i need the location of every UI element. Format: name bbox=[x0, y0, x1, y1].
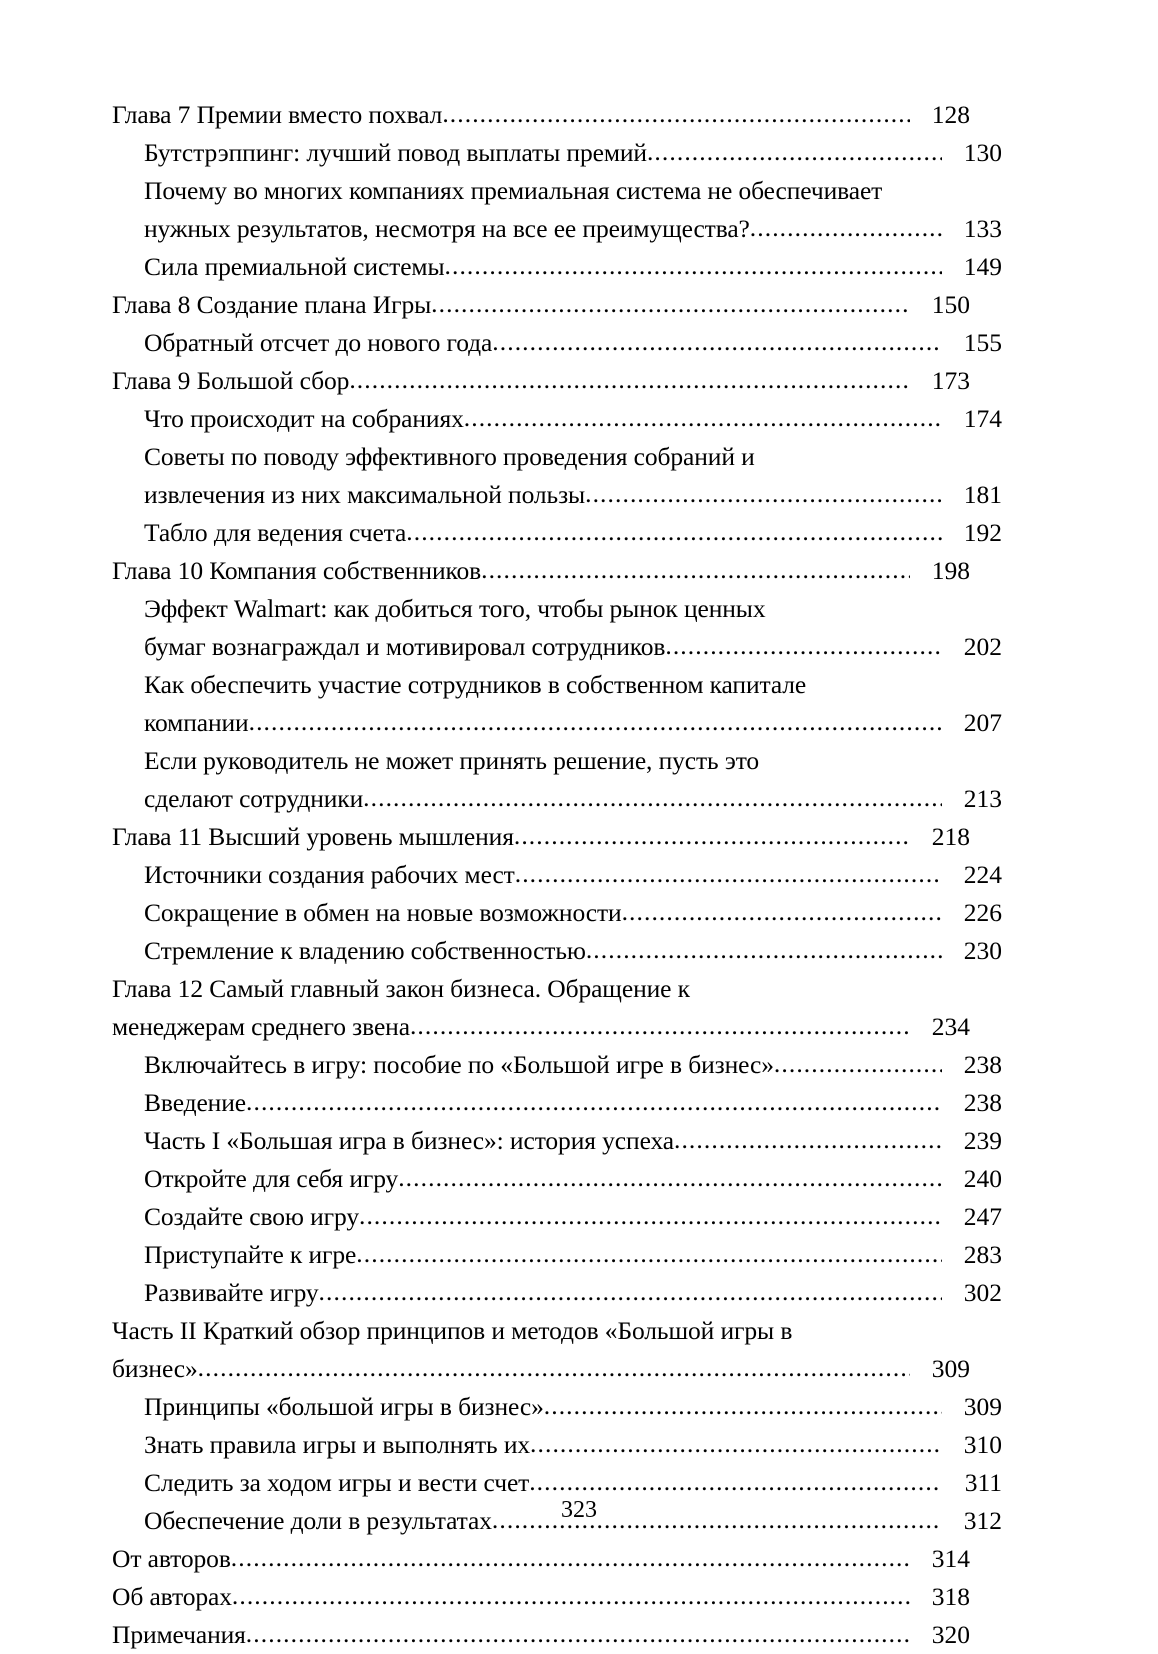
toc-entry-page-number: 309 bbox=[963, 1392, 1002, 1421]
toc-entry[interactable] bbox=[112, 970, 970, 1008]
toc-entry[interactable] bbox=[112, 134, 1002, 172]
toc-entry-label: Откройте для себя игру bbox=[144, 1164, 399, 1193]
toc-entry[interactable] bbox=[112, 590, 1002, 628]
toc-leader-dots bbox=[231, 1539, 910, 1577]
toc-entry-label: Обратный отсчет до нового года bbox=[144, 328, 493, 357]
toc-leader-dots bbox=[442, 95, 910, 133]
toc-entry-page-number: 181 bbox=[963, 480, 1002, 509]
toc-leader-dots bbox=[406, 513, 942, 551]
toc-entry[interactable] bbox=[112, 552, 970, 590]
toc-leader-dots bbox=[674, 1121, 942, 1159]
toc-leader-dots bbox=[481, 551, 910, 589]
toc-entry[interactable] bbox=[112, 932, 1002, 970]
toc-entry-label: бизнес» bbox=[112, 1354, 198, 1383]
toc-entry[interactable] bbox=[112, 324, 1002, 362]
toc-entry[interactable] bbox=[112, 1540, 970, 1578]
toc-entry[interactable] bbox=[112, 1426, 1002, 1464]
toc-entry-page-number: 238 bbox=[963, 1050, 1002, 1079]
toc-entry-label: Глава 8 Создание плана Игры bbox=[112, 290, 432, 319]
toc-entry[interactable] bbox=[112, 1160, 1002, 1198]
toc-entry[interactable] bbox=[112, 894, 1002, 932]
toc-entry-label: Принципы «большой игры в бизнес» bbox=[144, 1392, 544, 1421]
toc-entry-label: менеджерам среднего звена bbox=[112, 1012, 410, 1041]
toc-entry-page-number: 311 bbox=[964, 1468, 1002, 1497]
toc-entry[interactable] bbox=[112, 400, 1002, 438]
toc-entry-page-number: 310 bbox=[963, 1430, 1002, 1459]
toc-leader-dots bbox=[622, 893, 942, 931]
toc-entry-label: Как обеспечить участие сотрудников в собственном капитале bbox=[144, 670, 807, 699]
toc-leader-dots bbox=[198, 1349, 910, 1387]
toc-entry[interactable] bbox=[112, 362, 970, 400]
toc-entry-page-number: 226 bbox=[963, 898, 1002, 927]
page-folio: 323 bbox=[561, 1497, 597, 1523]
toc-entry-label: Часть II Краткий обзор принципов и методов «Большой игры в bbox=[112, 1316, 793, 1345]
toc-entry-label: Глава 9 Большой сбор bbox=[112, 366, 350, 395]
toc-entry-label: Следить за ходом игры и вести счет bbox=[144, 1468, 530, 1497]
toc-entry-label: Сила премиальной системы bbox=[144, 252, 445, 281]
table-of-contents-list bbox=[112, 96, 1002, 1654]
toc-entry-label: сделают сотрудники bbox=[144, 784, 364, 813]
toc-entry-label: компании bbox=[144, 708, 249, 737]
toc-leader-dots bbox=[529, 1463, 942, 1501]
toc-entry-page-number: 320 bbox=[931, 1620, 970, 1649]
toc-entry-label: Бутстрэппинг: лучший повод выплаты премий bbox=[144, 138, 647, 167]
toc-entry-label: Глава 10 Компания собственников bbox=[112, 556, 482, 585]
toc-entry-label: Введение bbox=[144, 1088, 246, 1117]
toc-entry-label: Источники создания рабочих мест bbox=[144, 860, 515, 889]
toc-entry[interactable] bbox=[112, 96, 970, 134]
toc-entry-label: Примечания bbox=[112, 1620, 246, 1649]
toc-leader-dots bbox=[349, 361, 910, 399]
toc-entry[interactable] bbox=[112, 1312, 970, 1350]
toc-entry[interactable] bbox=[112, 1236, 1002, 1274]
toc-leader-dots bbox=[410, 1007, 910, 1045]
toc-entry[interactable] bbox=[112, 628, 1002, 666]
toc-entry-page-number: 207 bbox=[963, 708, 1002, 737]
toc-entry-page-number: 302 bbox=[963, 1278, 1002, 1307]
toc-leader-dots bbox=[647, 133, 942, 171]
toc-leader-dots bbox=[464, 399, 942, 437]
toc-entry-label: Сокращение в обмен на новые возможности bbox=[144, 898, 622, 927]
toc-entry[interactable] bbox=[112, 514, 1002, 552]
toc-entry-page-number: 150 bbox=[931, 290, 970, 319]
toc-entry-page-number: 312 bbox=[963, 1506, 1002, 1535]
toc-entry-page-number: 133 bbox=[963, 214, 1002, 243]
toc-leader-dots bbox=[246, 1615, 910, 1653]
toc-entry-page-number: 128 bbox=[931, 100, 970, 129]
toc-entry-label: Эффект Walmart: как добиться того, чтобы рынок ценных bbox=[144, 594, 766, 623]
toc-leader-dots bbox=[359, 1197, 942, 1235]
toc-entry-label: Глава 12 Самый главный закон бизнеса. Обращение к bbox=[112, 974, 690, 1003]
toc-entry[interactable] bbox=[112, 1388, 1002, 1426]
toc-entry[interactable] bbox=[112, 1350, 970, 1388]
toc-entry-label: Об авторах bbox=[112, 1582, 232, 1611]
toc-entry[interactable] bbox=[112, 666, 1002, 704]
toc-entry-label: Стремление к владению собственностью bbox=[144, 936, 586, 965]
toc-leader-dots bbox=[585, 475, 942, 513]
toc-entry[interactable] bbox=[112, 172, 1002, 210]
toc-leader-dots bbox=[398, 1159, 942, 1197]
toc-entry[interactable] bbox=[112, 286, 970, 324]
toc-entry-label: Обеспечение доли в результатах bbox=[144, 1506, 492, 1535]
toc-leader-dots bbox=[249, 703, 942, 741]
toc-entry-page-number: 174 bbox=[963, 404, 1002, 433]
toc-entry[interactable] bbox=[112, 856, 1002, 894]
toc-entry-label: От авторов bbox=[112, 1544, 231, 1573]
toc-leader-dots bbox=[750, 209, 942, 247]
toc-leader-dots bbox=[514, 817, 910, 855]
toc-leader-dots bbox=[515, 855, 942, 893]
toc-entry-label: бумаг вознаграждал и мотивировал сотрудников bbox=[144, 632, 666, 661]
toc-entry-page-number: 238 bbox=[963, 1088, 1002, 1117]
toc-entry-label: извлечения из них максимальной пользы bbox=[144, 480, 586, 509]
toc-entry[interactable] bbox=[112, 1578, 970, 1616]
toc-entry-label: Часть I «Большая игра в бизнес»: история успеха bbox=[144, 1126, 674, 1155]
toc-entry-label: Что происходит на собраниях bbox=[144, 404, 464, 433]
toc-entry-page-number: 213 bbox=[963, 784, 1002, 813]
toc-entry-page-number: 149 bbox=[963, 252, 1002, 281]
toc-leader-dots bbox=[319, 1273, 942, 1311]
toc-entry-label: Если руководитель не может принять решение, пусть это bbox=[144, 746, 760, 775]
toc-entry-page-number: 155 bbox=[963, 328, 1002, 357]
toc-entry[interactable] bbox=[112, 780, 1002, 818]
toc-entry-label: нужных результатов, несмотря на все ее преимущества? bbox=[144, 214, 750, 243]
toc-entry[interactable] bbox=[112, 1008, 970, 1046]
toc-entry-label: Глава 11 Высший уровень мышления bbox=[112, 822, 514, 851]
toc-entry[interactable] bbox=[112, 742, 1002, 780]
toc-leader-dots bbox=[445, 247, 943, 285]
toc-leader-dots bbox=[530, 1425, 942, 1463]
toc-entry-page-number: 247 bbox=[963, 1202, 1002, 1231]
toc-entry-page-number: 240 bbox=[963, 1164, 1002, 1193]
toc-entry[interactable] bbox=[112, 1198, 1002, 1236]
toc-entry-page-number: 318 bbox=[931, 1582, 970, 1611]
toc-entry-label: Приступайте к игре bbox=[144, 1240, 357, 1269]
toc-leader-dots bbox=[665, 627, 942, 665]
toc-leader-dots bbox=[363, 779, 942, 817]
toc-entry-page-number: 218 bbox=[931, 822, 970, 851]
toc-entry-page-number: 230 bbox=[963, 936, 1002, 965]
toc-entry[interactable] bbox=[112, 476, 1002, 514]
toc-entry-page-number: 198 bbox=[931, 556, 970, 585]
toc-entry[interactable] bbox=[112, 818, 970, 856]
toc-entry-page-number: 283 bbox=[963, 1240, 1002, 1269]
toc-entry-label: Создайте свою игру bbox=[144, 1202, 359, 1231]
toc-entry[interactable] bbox=[112, 1046, 1002, 1084]
toc-entry[interactable] bbox=[112, 1084, 1002, 1122]
toc-entry-label: Развивайте игру bbox=[144, 1278, 319, 1307]
toc-entry-label: Почему во многих компаниях премиальная система не обеспечивает bbox=[144, 176, 883, 205]
toc-entry-page-number: 234 bbox=[931, 1012, 970, 1041]
toc-entry-label: Советы по поводу эффективного проведения собраний и bbox=[144, 442, 755, 471]
toc-leader-dots bbox=[431, 285, 910, 323]
toc-entry-label: Табло для ведения счета bbox=[144, 518, 407, 547]
toc-entry-page-number: 309 bbox=[931, 1354, 970, 1383]
toc-entry-page-number: 314 bbox=[931, 1544, 970, 1573]
toc-entry-page-number: 130 bbox=[963, 138, 1002, 167]
toc-entry[interactable] bbox=[112, 210, 1002, 248]
toc-entry-page-number: 202 bbox=[963, 632, 1002, 661]
toc-leader-dots bbox=[246, 1083, 942, 1121]
toc-entry-page-number: 239 bbox=[963, 1126, 1002, 1155]
toc-entry[interactable] bbox=[112, 1274, 1002, 1312]
toc-leader-dots bbox=[232, 1577, 910, 1615]
toc-entry-label: Знать правила игры и выполнять их bbox=[144, 1430, 531, 1459]
toc-leader-dots bbox=[586, 931, 942, 969]
toc-entry-page-number: 173 bbox=[931, 366, 970, 395]
toc-entry[interactable] bbox=[112, 1122, 1002, 1160]
toc-entry-page-number: 224 bbox=[963, 860, 1002, 889]
toc-entry[interactable] bbox=[112, 438, 1002, 476]
toc-entry-page-number: 192 bbox=[963, 518, 1002, 547]
toc-leader-dots bbox=[774, 1045, 942, 1083]
toc-entry[interactable] bbox=[112, 1616, 970, 1654]
toc-entry-label: Включайтесь в игру: пособие по «Большой игре в бизнес» bbox=[144, 1050, 774, 1079]
toc-leader-dots bbox=[356, 1235, 942, 1273]
toc-entry[interactable] bbox=[112, 248, 1002, 286]
toc-entry[interactable] bbox=[112, 704, 1002, 742]
toc-leader-dots bbox=[492, 323, 942, 361]
toc-entry-label: Глава 7 Премии вместо похвал bbox=[112, 100, 443, 129]
toc-leader-dots bbox=[544, 1387, 942, 1425]
